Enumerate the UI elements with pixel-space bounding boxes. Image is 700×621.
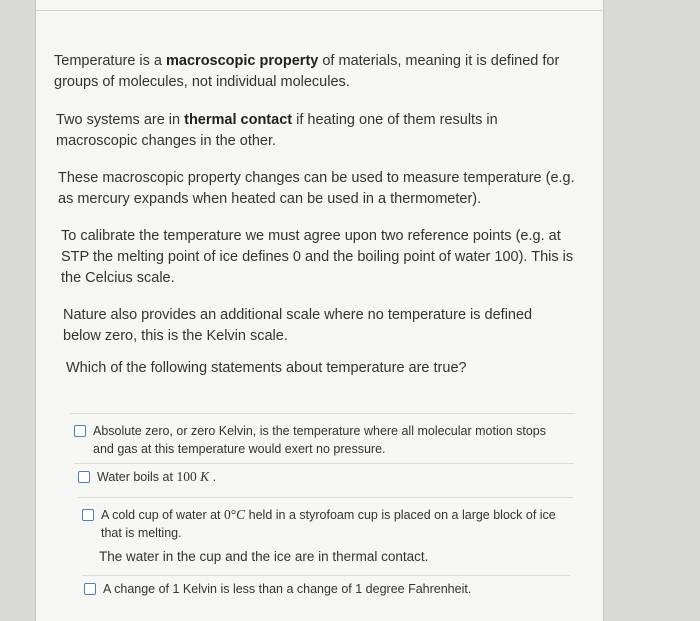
option-label: A change of 1 Kelvin is less than a change of 1 degree Fahrenheit. (103, 582, 472, 596)
p1-text-post: of materials, meaning it is defined for groups of molecules, not individual molecules. (54, 53, 560, 90)
option-label: Absolute zero, or zero Kelvin, is the temperature where all molecular motion stops and gas at this temperature would exert no pressure. (93, 424, 546, 456)
checkbox[interactable] (74, 425, 86, 437)
option-cold-cup[interactable] (82, 506, 572, 542)
option-kelvin-vs-fahrenheit[interactable] (84, 580, 564, 598)
math-unit: K (200, 469, 210, 484)
option-label (101, 506, 572, 542)
paragraph-thermal-contact (56, 110, 581, 152)
paragraph-macroscopic (54, 51, 574, 93)
math-expression (176, 469, 209, 484)
math-value: 0 (224, 507, 231, 522)
p2-bold-term: thermal contact (184, 112, 293, 128)
option-water-boils[interactable] (78, 468, 558, 486)
question-prompt: Which of the following statements about temperature are true? (66, 360, 467, 376)
option-absolute-zero[interactable] (74, 422, 564, 458)
checkbox[interactable] (84, 583, 96, 595)
p1-text-pre: Temperature is a (54, 53, 167, 69)
math-degree: ° (230, 507, 237, 522)
math-expression (224, 507, 245, 522)
option-divider (70, 413, 575, 414)
checkbox[interactable] (78, 471, 90, 483)
option-text-post: held in a styrofoam cup is placed on a large block of ice that is melting. (101, 508, 556, 540)
panel-top-divider (35, 10, 602, 11)
option-cold-cup-statement: The water in the cup and the ice are in thermal contact. (99, 549, 429, 564)
paragraph-calibration: To calibrate the temperature we must agree upon two reference points (e.g. at STP the melting point of ice defines 0 and the boiling point of water 100). This is the Celcius scale. (61, 228, 574, 286)
option-text-pre: A cold cup of water at (101, 508, 224, 522)
p2-text-post: if heating one of them results in macroscopic changes in the other. (56, 112, 498, 149)
option-text-post: . (212, 470, 217, 484)
paragraph-measure-temperature: These macroscopic property changes can be used to measure temperature (e.g. as mercury expands when heated can be used in a thermometer). (58, 170, 575, 207)
p2-text-pre: Two systems are in (56, 112, 185, 128)
option-divider (74, 463, 574, 464)
paragraph-kelvin-scale: Nature also provides an additional scale where no temperature is defined below zero, this is the Kelvin scale. (63, 307, 533, 344)
option-text-pre: Water boils at (97, 470, 177, 484)
option-divider (78, 497, 573, 498)
option-label (97, 468, 216, 486)
option-divider (82, 575, 570, 576)
math-unit: C (236, 507, 246, 522)
p1-bold-term: macroscopic property (166, 53, 319, 69)
checkbox[interactable] (82, 509, 94, 521)
math-value: 100 (176, 469, 197, 484)
